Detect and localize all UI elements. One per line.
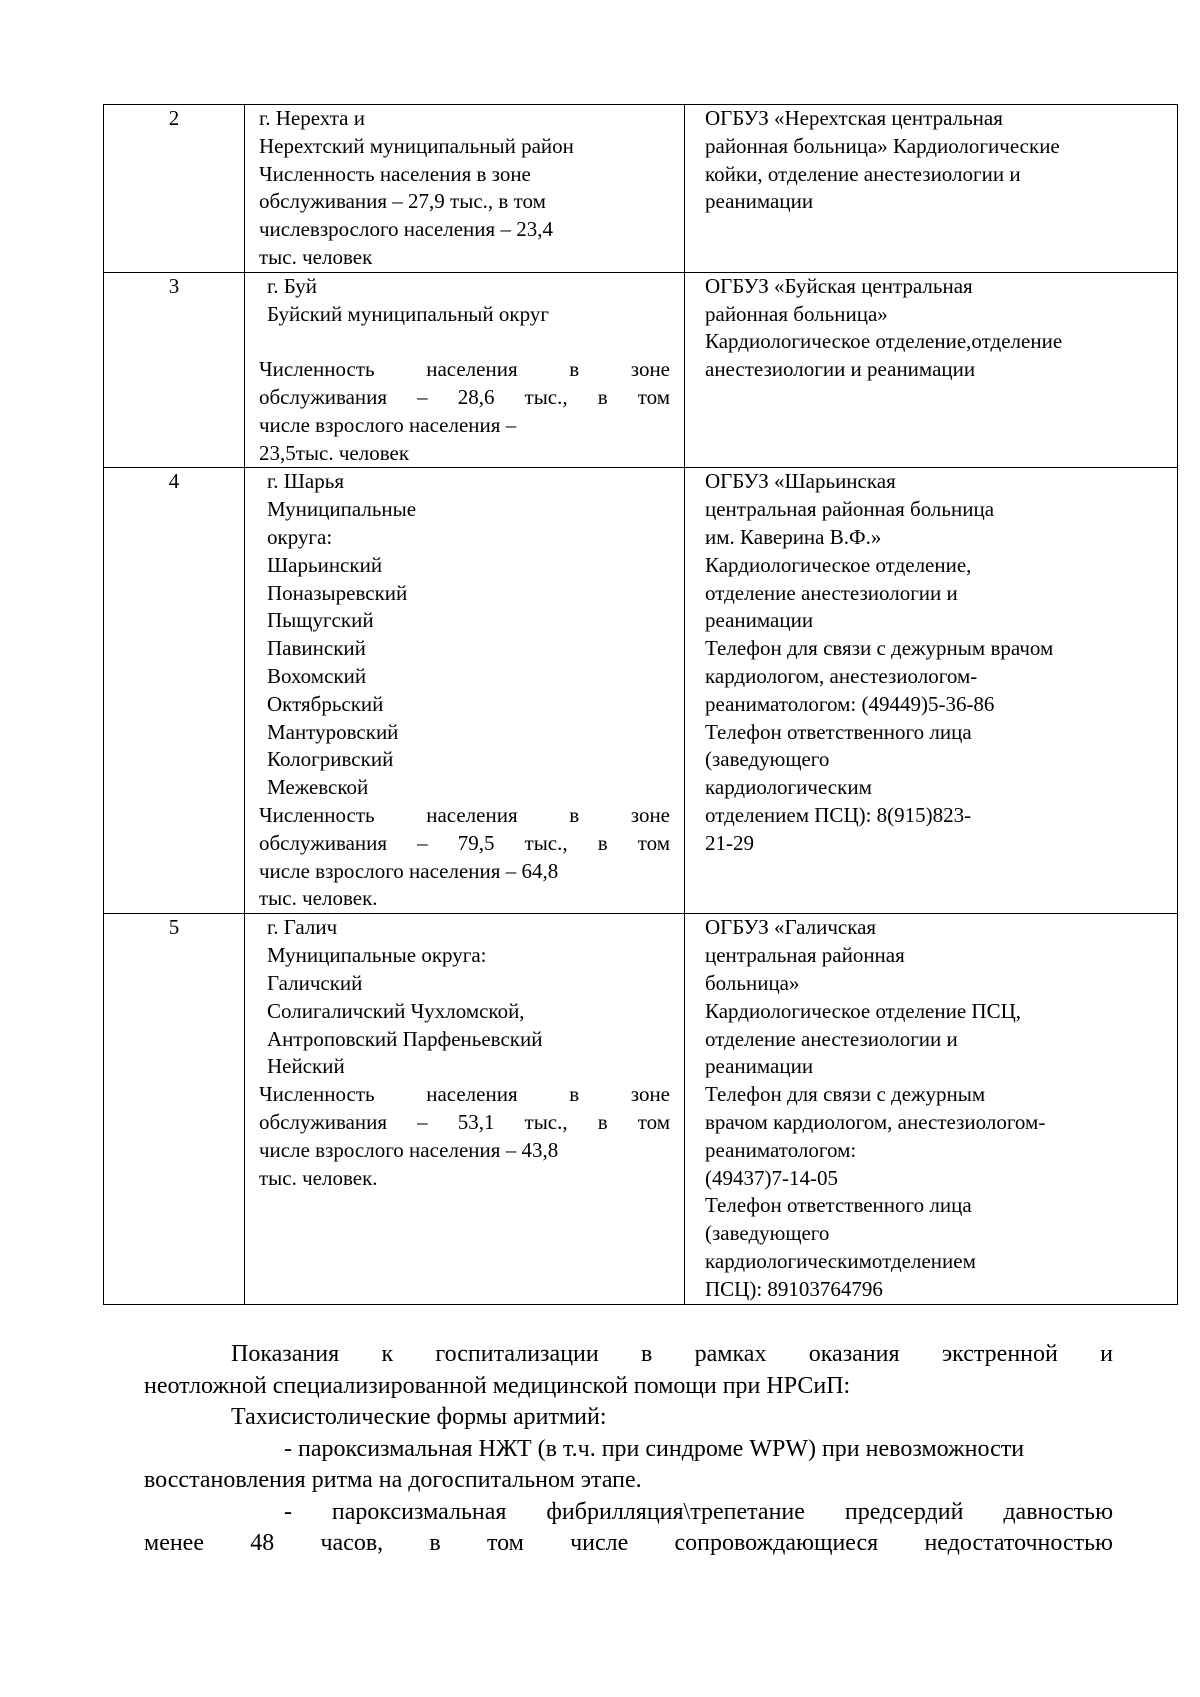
row-number: 3 — [104, 272, 245, 468]
hospital-line: центральная районная больница — [705, 497, 995, 522]
hospitalization-indications-line: неотложной специализированной медицинской помощи при НРСиП: — [144, 1372, 851, 1399]
population-line: обслуживания – 53,1 тыс., в том — [259, 1109, 670, 1134]
hospital-cell — [685, 105, 1178, 273]
hospital-line: 21-29 — [705, 830, 754, 855]
hospital-line: отделение анестезиологии и — [705, 1026, 958, 1051]
indication-item-line: восстановления ритма на догоспитальном этапе. — [144, 1467, 642, 1493]
hospital-line: отделением ПСЦ): 8(915)823- — [705, 802, 972, 827]
hospital-line: ОГБУЗ «Нерехтская центральная — [705, 106, 1003, 130]
population-line: Численность населения в зоне — [259, 1082, 670, 1107]
area-line: Нерехтский муниципальный район — [259, 133, 574, 158]
hospital-line: районная больница» Кардиологические — [705, 133, 1060, 158]
area-line: округа: — [267, 524, 333, 549]
hospital-line: (заведующего — [705, 747, 830, 772]
hospital-line: центральная районная — [705, 943, 905, 968]
population-line: 23,5тыс. человек — [259, 440, 410, 465]
table-row — [104, 468, 1178, 914]
area-line: Мантуровский — [267, 719, 399, 744]
hospital-line: реаниматологом: (49449)5-36-86 — [705, 691, 995, 716]
arrhythmia-forms-heading: Тахисистолические формы аритмий: — [231, 1404, 607, 1430]
service-area-cell — [245, 105, 685, 273]
hospital-line: Телефон ответственного лица — [705, 1193, 972, 1218]
area-line: г. Шарья — [267, 469, 344, 494]
hospital-line: ОГБУЗ «Шарьинская — [705, 469, 896, 494]
area-line: Пыщугский — [267, 608, 374, 633]
area-line: г. Нерехта и — [259, 106, 365, 130]
service-area-cell — [245, 914, 685, 1304]
population-line: обслуживания – 28,6 тыс., в том — [259, 384, 670, 409]
service-area-cell — [245, 272, 685, 468]
hospital-line: отделение анестезиологии и — [705, 580, 958, 605]
area-line: Муниципальные — [267, 497, 417, 522]
hospital-line: койки, отделение анестезиологии и — [705, 161, 1021, 186]
table-row — [104, 272, 1178, 468]
area-line: обслуживания – 27,9 тыс., в том — [259, 189, 546, 214]
indication-item-line: - пароксизмальная фибрилляция\трепетание предсердий давностью — [284, 1498, 1113, 1525]
hospital-line: Телефон ответственного лица — [705, 719, 972, 744]
area-line: Межевской — [267, 775, 369, 800]
hospital-line: кардиологическимотделением — [705, 1248, 976, 1273]
hospital-cell — [685, 914, 1178, 1304]
area-line: Буйский муниципальный округ — [267, 301, 549, 326]
hospital-line: ОГБУЗ «Галичская — [705, 915, 877, 940]
hospital-cell — [685, 272, 1178, 468]
area-line: Антроповский Парфеньевский — [267, 1026, 543, 1051]
area-line: Солигаличский Чухломской, — [267, 998, 525, 1023]
hospital-line: врачом кардиологом, анестезиологом- — [705, 1109, 1046, 1134]
hospital-line: кардиологом, анестезиологом- — [705, 663, 978, 688]
hospital-line: им. Каверина В.Ф.» — [705, 524, 882, 549]
hospital-line: анестезиологии и реанимации — [705, 357, 976, 382]
area-line: Шарьинский — [267, 552, 383, 577]
area-line: Нейский — [267, 1054, 345, 1079]
population-line: числе взрослого населения – 64,8 — [259, 858, 559, 883]
population-line: Численность населения в зоне — [259, 802, 670, 827]
hospital-line: Кардиологическое отделение,отделение — [705, 329, 1063, 354]
hospital-line: Телефон для связи с дежурным врачом — [705, 636, 1054, 661]
indication-item-line: менее 48 часов, в том числе сопровождающиеся недостаточностью — [144, 1530, 1113, 1556]
row-number: 2 — [104, 105, 245, 273]
population-line: тыс. человек. — [259, 886, 378, 911]
hospital-line: реанимации — [705, 189, 814, 214]
hospital-line: реаниматологом: — [705, 1137, 857, 1162]
hospital-line: больница» — [705, 970, 800, 995]
table-row — [104, 105, 1178, 273]
population-line: числе взрослого населения – — [259, 412, 517, 437]
hospital-line: реанимации — [705, 1054, 814, 1079]
hospital-line: ОГБУЗ «Буйская центральная — [705, 273, 973, 298]
hospital-line: Телефон для связи с дежурным — [705, 1082, 986, 1107]
hospital-line: районная больница» — [705, 301, 888, 326]
area-line: г. Галич — [267, 915, 338, 940]
body-text — [144, 1339, 1113, 1560]
row-number: 5 — [104, 914, 245, 1304]
population-line: Численность населения в зоне — [259, 357, 670, 382]
service-area-cell — [245, 468, 685, 914]
hospital-line: ПСЦ): 89103764796 — [705, 1276, 883, 1301]
hospital-line: Кардиологическое отделение, — [705, 552, 972, 577]
area-line: числевзрослого населения – 23,4 — [259, 217, 553, 242]
area-line: Галичский — [267, 970, 363, 995]
hospital-line: кардиологическим — [705, 775, 872, 800]
table-row — [104, 914, 1178, 1304]
hospital-line: (49437)7-14-05 — [705, 1165, 838, 1190]
area-line: г. Буй — [267, 273, 318, 298]
indication-item-line: - пароксизмальная НЖТ (в т.ч. при синдроме WPW) при невозможности — [284, 1435, 1025, 1462]
hospitalization-indications-line: Показания к госпитализации в рамках оказания экстренной и — [231, 1341, 1113, 1367]
area-line: Численность населения в зоне — [259, 161, 531, 186]
area-line: тыс. человек — [259, 244, 373, 269]
population-line: тыс. человек. — [259, 1165, 378, 1190]
area-line: Поназыревский — [267, 580, 408, 605]
population-line: числе взрослого населения – 43,8 — [259, 1137, 559, 1162]
row-number: 4 — [104, 468, 245, 914]
population-line: обслуживания – 79,5 тыс., в том — [259, 830, 670, 855]
hospital-line: Кардиологическое отделение ПСЦ, — [705, 998, 1022, 1023]
area-line: Кологривский — [267, 747, 394, 772]
area-line: Вохомский — [267, 663, 367, 688]
hospital-cell — [685, 468, 1178, 914]
blank-line — [259, 328, 670, 356]
area-line: Павинский — [267, 636, 366, 661]
hospital-zones-table — [103, 104, 1178, 1305]
hospital-line: (заведующего — [705, 1221, 830, 1246]
hospital-line: реанимации — [705, 608, 814, 633]
area-line: Октябрьский — [267, 691, 384, 716]
area-line: Муниципальные округа: — [267, 943, 487, 968]
